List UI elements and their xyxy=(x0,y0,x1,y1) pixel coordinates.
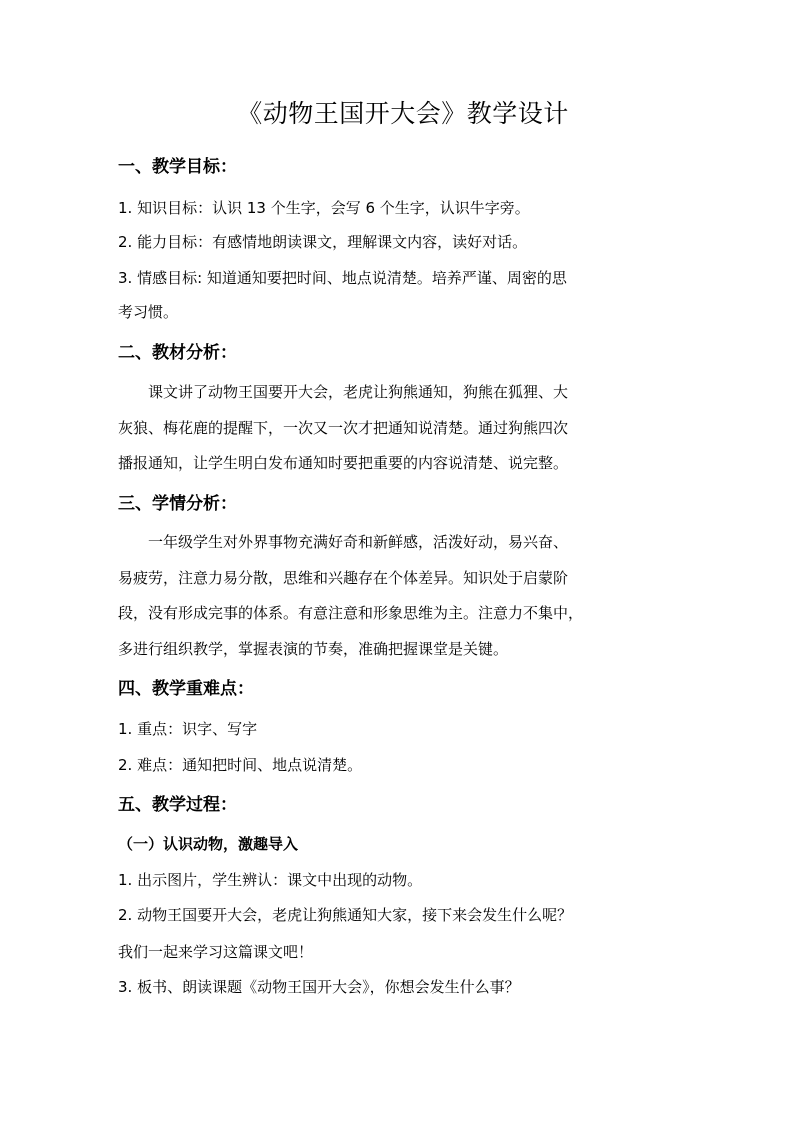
goal-item-3: 3. 情感目标: 知道通知要把时间、地点说清楚。培养严谨、周密的思 xyxy=(118,269,567,287)
material-line-3: 播报通知，让学生明白发布通知时要把重要的内容说清楚、说完整。 xyxy=(118,454,569,472)
material-line-1: 课文讲了动物王国要开大会，老虎让狗熊通知，狗熊在狐狸、大 xyxy=(148,383,569,401)
process-item-1: 1. 出示图片，学生辨认：课文中出现的动物。 xyxy=(118,871,423,889)
goal-item-3-continued: 考习惯。 xyxy=(118,303,179,321)
keypoint-item-2: 2. 难点：通知把时间、地点说清楚。 xyxy=(118,756,363,774)
material-line-2: 灰狼、梅花鹿的提醒下，一次又一次才把通知说清楚。通过狗熊四次 xyxy=(118,419,569,437)
keypoint-item-1: 1. 重点：识字、写字 xyxy=(118,720,258,738)
section-heading-material: 二、教材分析： xyxy=(118,343,237,363)
section-heading-process: 五、教学过程： xyxy=(118,795,237,815)
section-heading-goals: 一、教学目标： xyxy=(118,157,237,177)
section-heading-keypoints: 四、教学重难点： xyxy=(118,679,254,699)
process-item-3: 3. 板书、朗读课题《动物王国开大会》，你想会发生什么事？ xyxy=(118,978,520,996)
process-sub-heading: （一）认识动物，激趣导入 xyxy=(118,835,299,853)
process-item-2-continued: 我们一起来学习这篇课文吧！ xyxy=(118,943,314,961)
process-item-2: 2. 动物王国要开大会，老虎让狗熊通知大家，接下来会发生什么呢？ xyxy=(118,906,573,924)
students-line-3: 段，没有形成完事的体系。有意注意和形象思维为主。注意力不集中， xyxy=(118,604,584,622)
students-line-2: 易疲劳，注意力易分散，思维和兴趣存在个体差异。知识处于启蒙阶 xyxy=(118,569,569,587)
goal-item-1: 1. 知识目标：认识 13 个生字，会写 6 个生字，认识牛字旁。 xyxy=(118,199,530,217)
document-title: 《动物王国开大会》教学设计 xyxy=(237,99,569,128)
section-heading-students: 三、学情分析： xyxy=(118,494,237,514)
goal-item-2: 2. 能力目标：有感情地朗读课文，理解课文内容，读好对话。 xyxy=(118,233,528,251)
students-line-4: 多进行组织教学，掌握表演的节奏，准确把握课堂是关键。 xyxy=(118,640,509,658)
students-line-1: 一年级学生对外界事物充满好奇和新鲜感，活泼好动，易兴奋、 xyxy=(148,533,569,551)
